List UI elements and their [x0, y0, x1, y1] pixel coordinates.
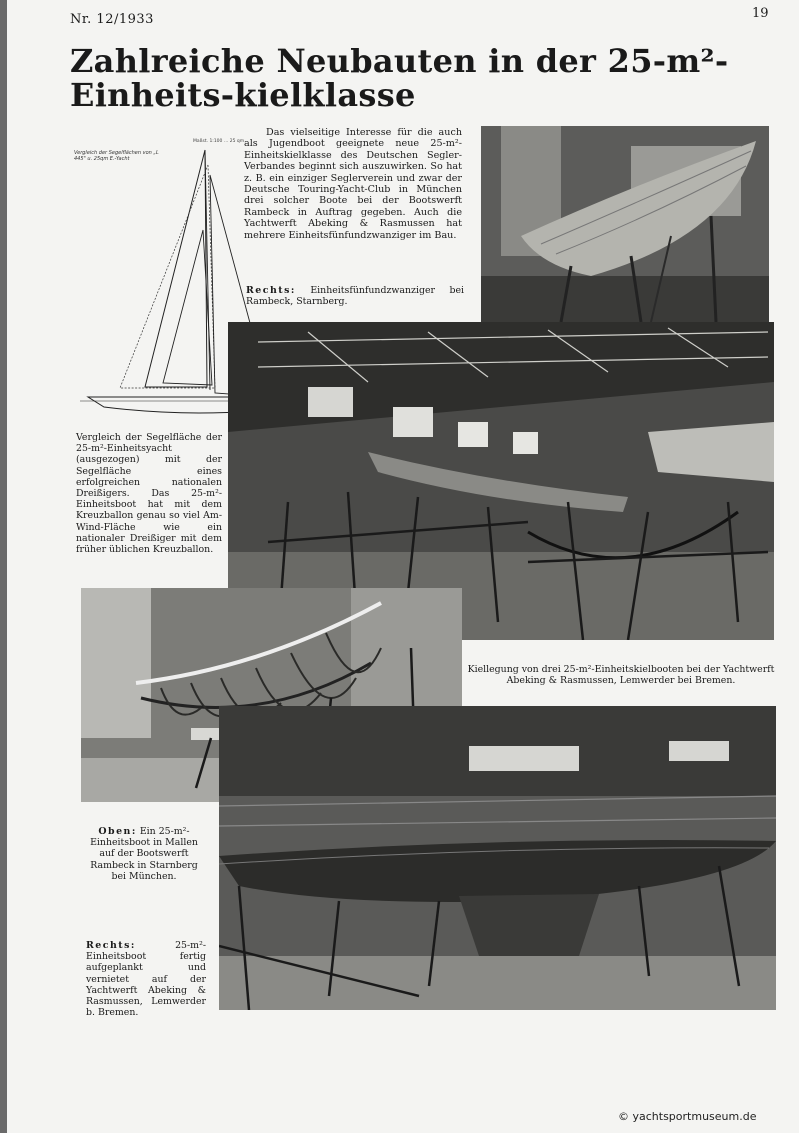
- issue-number: Nr. 12/1933: [70, 12, 154, 27]
- intro-paragraph: Das vielseitige Interesse für die auch als Jugendboot geeignete neue 25-m²-Einheitskielklasse des Deutschen Segler-Verbandes beginnt sich auszuwirken. So hat z. B. ein einziger Seglerverein und zwar der Deutsche Touring-Yacht-Club in München drei solcher Boote bei der Bootswerft Rambeck in Auftrag gegeben. Auch die Yachtwerft Abeking & Rasmussen hat mehrere Einheitsfünfundzwanziger im Bau.: [244, 127, 462, 241]
- caption-direction-label: Rechts:: [246, 285, 296, 296]
- page-number: 19: [752, 6, 769, 21]
- caption-hull-in-molds: [84, 826, 204, 882]
- boat-hull-photo-icon: [481, 126, 769, 322]
- caption-text: 25-m²-Einheitsboot fertig aufgeplankt und vernietet auf der Yachtwerft Abeking & Rasmussen, Lemwerder b. Bremen.: [86, 940, 206, 1019]
- article-title: Zahlreiche Neubauten in der 25-m²-Einheits-kielklasse: [70, 42, 729, 114]
- caption-keel-laying: Kiellegung von drei 25-m²-Einheitskielbooten bei der Yachtwerft Abeking & Rasmussen, Lemwerder bei Bremen.: [467, 664, 775, 687]
- jib-outline: [163, 230, 212, 385]
- comparison-sail-outline: [120, 165, 215, 388]
- caption-planked-hull: [86, 940, 206, 1018]
- caption-rambeck-boat: [246, 285, 464, 307]
- caption-direction-label: Rechts:: [86, 940, 136, 951]
- planked-hull-photo-icon: [219, 706, 776, 1010]
- diagram-scale-note: Maßst. 1:100 … 25 qm: [193, 139, 245, 144]
- scan-edge: [0, 0, 7, 1133]
- diagram-label: Vergleich der Segelflächen von „L 445" u. 25qm E.-Yacht: [74, 150, 159, 162]
- watermark: © yachtsportmuseum.de: [618, 1110, 757, 1123]
- caption-direction-label: Oben:: [98, 826, 137, 837]
- caption-text: Einheitsfünfundzwanziger bei Rambeck, Starnberg.: [246, 285, 464, 308]
- caption-text: Ein 25-m²-Einheitsboot in Mallen auf der Bootswerft Rambeck in Starnberg bei München.: [90, 826, 198, 882]
- photo-planked-hull: [219, 706, 776, 1010]
- mainsail-outline: [145, 150, 207, 387]
- caption-sail-comparison: Vergleich der Segelfläche der 25-m²-Einheitsyacht (ausgezogen) mit der Segelfläche eines erfolgreichen nationalen Dreißigers. Das 25-m²-Einheitsboot hat mit dem Kreuzballon genau so viel Am-Wind-Fläche wie ein nationaler Dreißiger mit dem früher üblichen Kreuzballon.: [76, 432, 222, 556]
- photo-boat-at-rambeck: [481, 126, 769, 322]
